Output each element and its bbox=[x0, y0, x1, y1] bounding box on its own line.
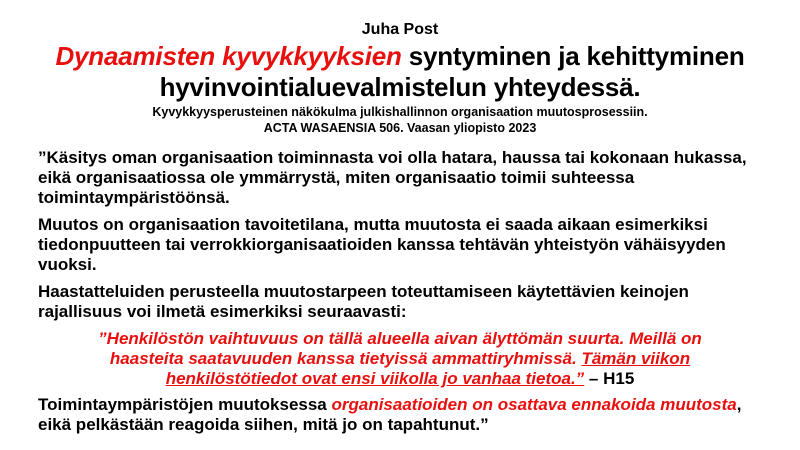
subtitle-line1: Kyvykkyysperusteinen näkökulma julkishallinnon organisaation muutosprosessiin. bbox=[152, 105, 648, 119]
slide-title bbox=[38, 41, 762, 103]
paragraph-2: Muutos on organisaation tavoitetilana, mutta muutosta ei saada aikaan esimerkiksi tiedonpuutteen tai verrokkiorganisaatioiden kanssa tehtävän yhteistyön vähäisyyden vuoksi. bbox=[38, 215, 726, 274]
quote-source: – H15 bbox=[584, 369, 635, 388]
slide-header bbox=[38, 0, 762, 136]
interview-quote bbox=[38, 329, 762, 389]
quote-text: ”Henkilöstön vaihtuvuus on tällä alueella aivan älyttömän suurta. Meillä on haasteita saatavuuden kanssa tietyissä ammattiryhmissä. bbox=[98, 329, 702, 368]
title-rest-line1: syntyminen ja kehittyminen bbox=[401, 41, 745, 71]
paragraph-4-highlight: organisaatioiden on osattava ennakoida muutosta bbox=[331, 395, 737, 414]
paragraph-4 bbox=[38, 395, 762, 435]
quote-text-underlined: Tämän viikon henkilöstötiedot ovat ensi viikolla jo vanhaa tietoa.” bbox=[165, 349, 691, 388]
paragraph-4-end: , eikä pelkästään reagoida siihen, mitä jo on tapahtunut.” bbox=[38, 395, 742, 434]
paragraph-4-start: Toimintaympäristöjen muutoksessa bbox=[38, 395, 332, 414]
author-name: Juha Post bbox=[361, 21, 439, 38]
title-line2: hyvinvointialuevalmistelun yhteydessä. bbox=[159, 72, 641, 102]
paragraph-3: Haastatteluiden perusteella muutostarpeen toteuttamiseen käytettävien keinojen rajallisuus voi ilmetä esimerkiksi seuraavasti: bbox=[38, 282, 689, 321]
subtitle-line2: ACTA WASAENSIA 506. Vaasan yliopisto 2023 bbox=[263, 121, 537, 135]
slide-body bbox=[38, 148, 762, 435]
paragraph-1: ”Käsitys oman organisaation toiminnasta voi olla hatara, haussa tai kokonaan hukassa, eikä organisaatiossa ole ymmärrystä, miten organisaatio toimii suhteessa toimintaympäristöönsä. bbox=[38, 148, 747, 207]
title-highlight: Dynaamisten kyvykkyyksien bbox=[55, 41, 402, 71]
slide-subtitle bbox=[38, 104, 762, 136]
